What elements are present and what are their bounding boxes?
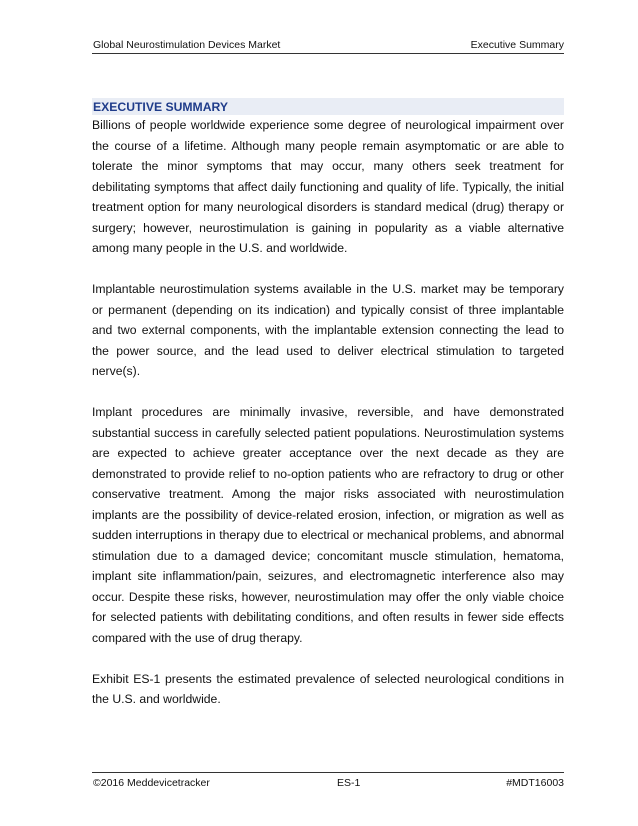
paragraph-1: Billions of people worldwide experience some degree of neurological impairment over the course of a lifetime. Although many people remain asymptomatic or are able to tolerate the minor symptoms that may occur, many others seek treatment for debilitating symptoms that affect daily functioning and quality of life. Typically, the initial treatment option for many neurological disorders is standard medical (drug) therapy or surgery; however, neurostimulation is gaining in popularity as a viable alternative among many people in the U.S. and worldwide.	[92, 118, 564, 255]
page-footer	[92, 772, 564, 791]
paragraph-4: Exhibit ES-1 presents the estimated prevalence of selected neurological conditions in the U.S. and worldwide.	[92, 671, 564, 706]
header-report-title: Global Neurostimulation Devices Market	[93, 39, 281, 51]
footer-copyright: ©2016 Meddevicetracker	[93, 777, 210, 789]
header-section-name: Executive Summary	[470, 39, 564, 51]
footer-report-code: #MDT16003	[506, 777, 564, 789]
section-heading: EXECUTIVE SUMMARY	[92, 98, 564, 115]
main-content	[92, 98, 564, 730]
paragraph-2: Implantable neurostimulation systems available in the U.S. market may be temporary or permanent (depending on its indication) and typically consist of three implantable and two external components, with the implantable extension connecting the lead to the power source, and the lead used to deliver electrical stimulation to targeted nerve(s).	[92, 282, 564, 378]
footer-page-number: ES-1	[337, 777, 361, 789]
page-header	[92, 38, 564, 54]
paragraph-3: Implant procedures are minimally invasive, reversible, and have demonstrated substantial success in carefully selected patient populations. Neurostimulation systems are expected to achieve greater acceptance over the next decade as they are demonstrated to provide relief to no-option patients who are refractory to drug or other conservative treatment. Among the major risks associated with neurostimulation implants are the possibility of device-related erosion, infection, or migration as well as sudden interruptions in therapy due to electrical or mechanical problems, and abnormal stimulation due to a damaged device; concomitant muscle stimulation, hematoma, implant site inflammation/pain, seizures, and electromagnetic interference also may occur. Despite these risks, however, neurostimulation may offer the only viable choice for selected patients with debilitating conditions, and often results in fewer side effects compared with the use of drug therapy.	[92, 405, 564, 645]
